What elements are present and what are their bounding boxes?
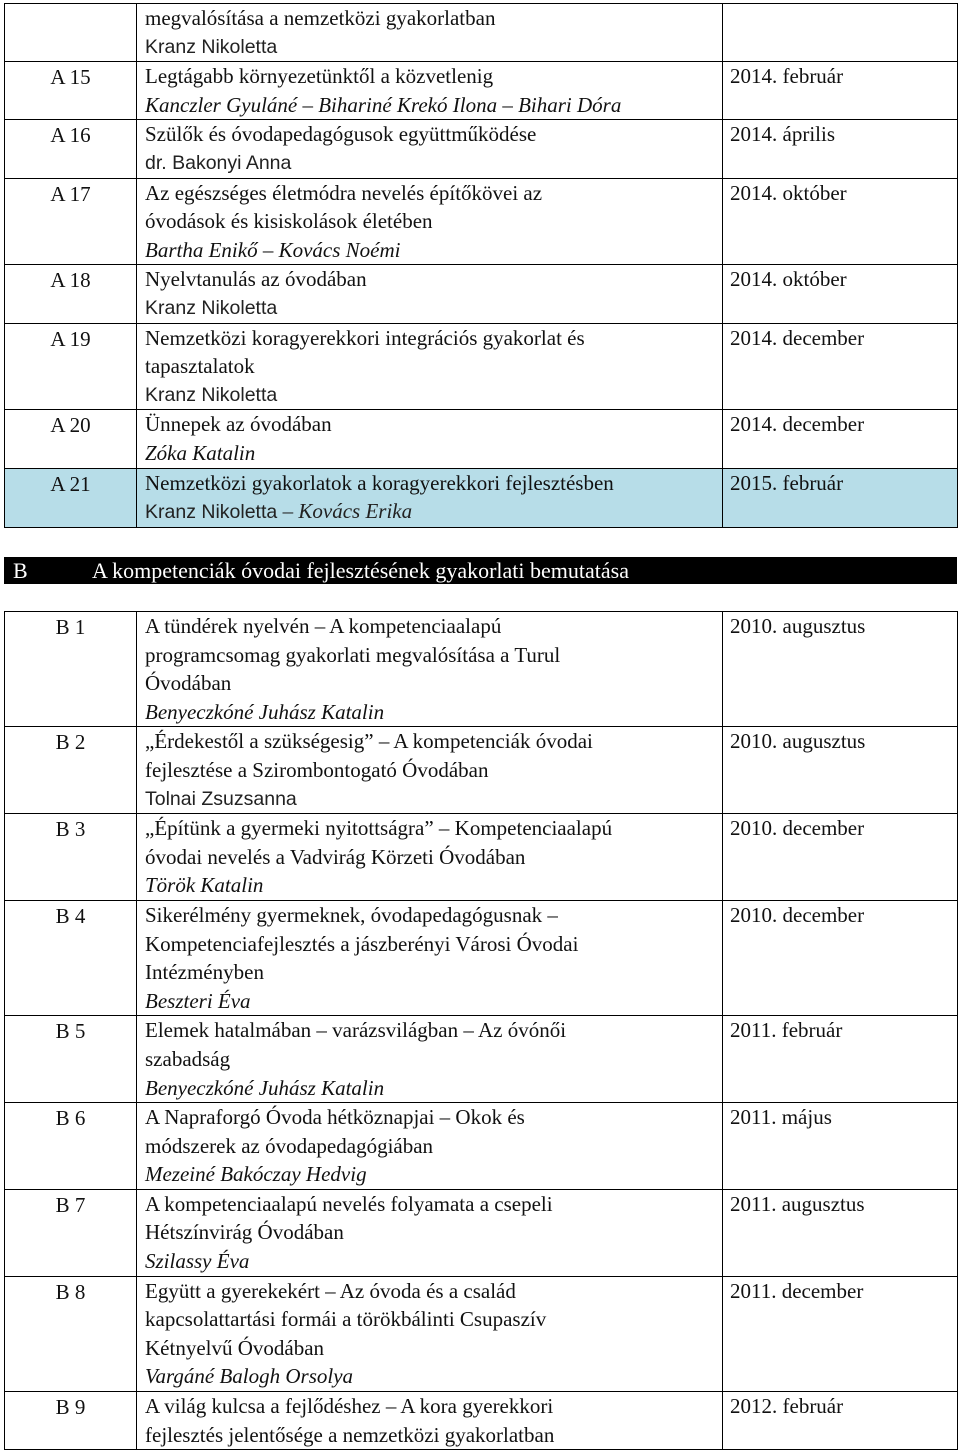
item-title-line: Együtt a gyerekekért – Az óvoda és a család (145, 1278, 516, 1303)
table-row (5, 814, 958, 901)
item-title-line: Sikerélmény gyermeknek, óvodapedagógusnak – (145, 902, 558, 927)
item-authors: Benyeczkóné Juhász Katalin (145, 699, 385, 724)
item-title-cell (137, 1016, 723, 1103)
item-title-cell (137, 612, 723, 727)
item-code: B 8 (5, 1276, 137, 1391)
item-title-line: „Érdekestől a szükségesig” – A kompetenciák óvodai (145, 729, 593, 754)
item-title-line: A kompetenciaalapú nevelés folyamata a csepeli (145, 1191, 553, 1216)
table-row (5, 1189, 958, 1276)
item-code: A 15 (5, 62, 137, 120)
item-title-line: A tündérek nyelvén – A kompetenciaalapú (145, 614, 502, 638)
item-title-line: óvodások és kisiskolások életében (145, 209, 433, 234)
item-title-line: Nemzetközi gyakorlatok a koragyerekkori fejlesztésben (145, 470, 614, 495)
table-row (5, 900, 958, 1015)
item-title-line: szabadság (145, 1046, 231, 1071)
item-title-line: Elemek hatalmában – varázsvilágban – Az óvónői (145, 1018, 567, 1043)
item-title-cell (137, 1392, 723, 1450)
table-row (5, 4, 958, 62)
item-title-cell (137, 410, 723, 468)
table-row (5, 410, 958, 468)
item-code: B 9 (5, 1392, 137, 1450)
item-authors: Kanczler Gyuláné – Bihariné Krekó Ilona – Bihari Dóra (145, 92, 622, 117)
item-code: B 6 (5, 1103, 137, 1190)
item-title-cell (137, 1189, 723, 1276)
item-title-cell (137, 468, 723, 527)
item-authors (145, 497, 716, 527)
item-title-cell (137, 62, 723, 120)
item-title-line: Kompetenciafejlesztés a jászberényi Városi Óvodai (145, 931, 579, 956)
item-title-line: Óvodában (145, 671, 232, 696)
item-title-line: óvodai nevelés a Vadvirág Körzeti Óvodában (145, 844, 526, 869)
item-authors: Bartha Enikő – Kovács Noémi (145, 237, 401, 262)
item-code: B 7 (5, 1189, 137, 1276)
item-code: A 21 (5, 468, 137, 527)
item-authors: Vargáné Balogh Orsolya (145, 1364, 354, 1389)
item-date: 2011. december (723, 1276, 958, 1391)
item-code: A 17 (5, 178, 137, 265)
item-title-cell (137, 178, 723, 265)
item-title-line: programcsomag gyakorlati megvalósítása a Turul (145, 642, 561, 667)
table-row (5, 265, 958, 323)
item-date: 2015. február (723, 468, 958, 527)
item-title-line: megvalósítása a nemzetközi gyakorlatban (145, 6, 496, 30)
item-title-line: fejlesztés jelentősége a nemzetközi gyakorlatban (145, 1422, 555, 1447)
item-title-cell (137, 1276, 723, 1391)
item-title-cell (137, 1103, 723, 1190)
item-title-line: Ünnepek az óvodában (145, 412, 332, 437)
table-row (5, 120, 958, 178)
item-title-cell (137, 900, 723, 1015)
item-title-line: Nemzetközi koragyerekkori integrációs gyakorlat és (145, 325, 585, 350)
item-title-line: Legtágabb környezetünktől a közvetlenig (145, 64, 494, 89)
publication-table-a (4, 3, 958, 528)
item-date: 2010. december (723, 900, 958, 1015)
table-row (5, 1276, 958, 1391)
item-date: 2014. február (723, 62, 958, 120)
table-row (5, 178, 958, 265)
item-date: 2014. október (723, 265, 958, 323)
item-code (5, 4, 137, 62)
publication-table-b (4, 611, 958, 1450)
table-row (5, 1392, 958, 1450)
item-authors: Beszteri Éva (145, 988, 251, 1013)
item-title-line: A világ kulcsa a fejlődéshez – A kora gyerekkori (145, 1394, 554, 1419)
item-title-cell (137, 727, 723, 814)
item-title-line: tapasztalatok (145, 354, 255, 379)
item-code: B 1 (5, 612, 137, 727)
table-row (5, 1016, 958, 1103)
item-title-cell (137, 814, 723, 901)
item-authors: Benyeczkóné Juhász Katalin (145, 1075, 385, 1100)
item-title-line: Az egészséges életmódra nevelés építőkövei az (145, 180, 543, 205)
item-date: 2014. április (723, 120, 958, 178)
section-header-b (4, 557, 957, 584)
item-authors: Kranz Nikoletta (145, 383, 278, 406)
item-date: 2011. február (723, 1016, 958, 1103)
item-date: 2012. február (723, 1392, 958, 1450)
item-authors: Kranz Nikoletta (145, 296, 278, 319)
item-date: 2014. december (723, 323, 958, 410)
item-authors: dr. Bakonyi Anna (145, 151, 292, 174)
item-code: B 3 (5, 814, 137, 901)
table-row (5, 468, 958, 527)
item-authors: Tolnai Zsuzsanna (145, 787, 297, 810)
item-authors: Mezeiné Bakóczay Hedvig (145, 1162, 367, 1187)
item-code: A 20 (5, 410, 137, 468)
item-date: 2014. október (723, 178, 958, 265)
item-title-line: Nyelvtanulás az óvodában (145, 267, 367, 292)
item-title-line: kapcsolattartási formái a törökbálinti Csupaszív (145, 1307, 547, 1332)
item-authors: Török Katalin (145, 873, 264, 898)
item-authors: Kranz Nikoletta (145, 35, 278, 58)
item-code: B 4 (5, 900, 137, 1015)
item-code: B 2 (5, 727, 137, 814)
author-first: Kranz Nikoletta (145, 501, 283, 524)
item-code: A 18 (5, 265, 137, 323)
item-date: 2014. december (723, 410, 958, 468)
item-code: A 19 (5, 323, 137, 410)
item-title-line: A Napraforgó Óvoda hétköznapjai – Okok és (145, 1105, 525, 1130)
item-date (723, 4, 958, 62)
table-row (5, 323, 958, 410)
item-title-cell (137, 265, 723, 323)
item-date: 2011. május (723, 1103, 958, 1190)
item-title-line: Szülők és óvodapedagógusok együttműködése (145, 122, 537, 147)
item-date: 2010. augusztus (723, 727, 958, 814)
section-letter: B (13, 558, 28, 583)
item-title-line: fejlesztése a Szirombontogató Óvodában (145, 757, 489, 782)
item-authors: Szilassy Éva (145, 1249, 250, 1274)
item-title-line: módszerek az óvodapedagógiában (145, 1133, 434, 1158)
item-title-cell (137, 323, 723, 410)
table-row (5, 1103, 958, 1190)
table-row (5, 727, 958, 814)
section-title: A kompetenciák óvodai fejlesztésének gyakorlati bemutatása (92, 558, 629, 583)
item-title-line: Kétnyelvű Óvodában (145, 1335, 325, 1360)
item-date: 2010. augusztus (723, 612, 958, 727)
item-date: 2011. augusztus (723, 1189, 958, 1276)
item-date: 2010. december (723, 814, 958, 901)
author-second: – Kovács Erika (282, 499, 413, 524)
item-title-cell (137, 120, 723, 178)
item-title-line: Hétszínvirág Óvodában (145, 1220, 344, 1245)
table-row (5, 612, 958, 727)
item-code: A 16 (5, 120, 137, 178)
item-code: B 5 (5, 1016, 137, 1103)
item-title-line: Intézményben (145, 960, 264, 985)
table-row (5, 62, 958, 120)
item-authors: Zóka Katalin (145, 440, 256, 465)
item-title-line: „Építünk a gyermeki nyitottságra” – Kompetenciaalapú (145, 816, 613, 841)
item-title-cell (137, 4, 723, 62)
